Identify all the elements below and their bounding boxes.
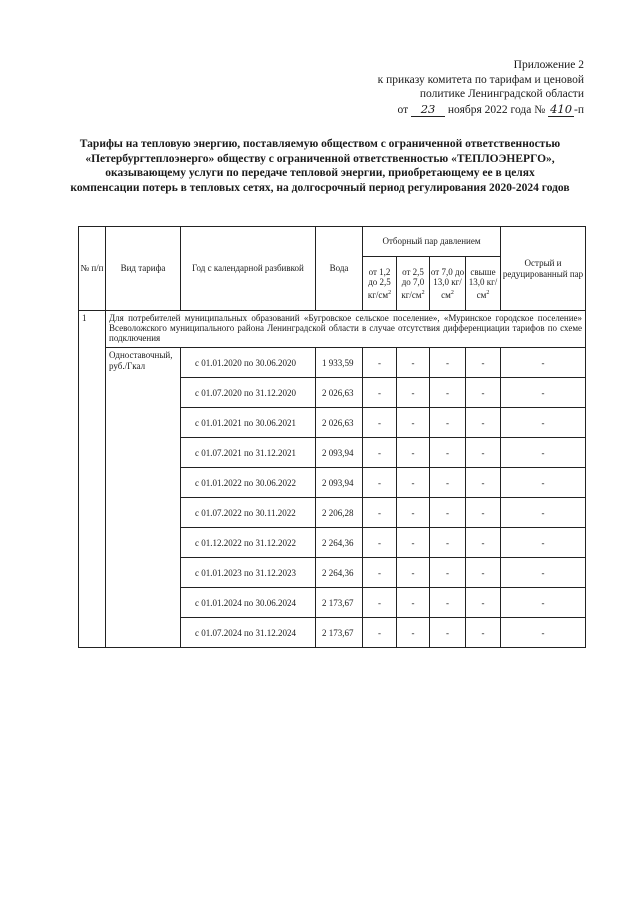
water-tariff-cell: 2 264,36 [316,528,363,558]
empty-value-cell: - [430,408,466,438]
empty-value-cell: - [430,498,466,528]
empty-value-cell: - [363,468,397,498]
appendix-line-2: к приказу комитета по тарифам и ценовой [377,73,584,86]
document-title: Тарифы на тепловую энергию, поставляемую обществом с ограниченной ответственностью «Петербургтеплоэнерго» обществу с ограниченной ответственностью «ТЕПЛОЭНЕРГО», оказывающему услуги по передаче тепловой энергии, приобретающему ее в целях компенсации потерь в тепловых сетях, на долгосрочный период регулирования 2020-2024 годов [70,138,570,194]
empty-value-cell: - [501,558,586,588]
empty-value-cell: - [501,618,586,648]
period-cell: с 01.07.2021 по 31.12.2021 [181,438,316,468]
period-cell: с 01.01.2024 по 30.06.2024 [181,588,316,618]
header-steam-3: от 7,0 до 13,0 $кг/см^2$ [430,257,466,311]
empty-value-cell: - [363,348,397,378]
period-cell: с 01.01.2021 по 30.06.2021 [181,408,316,438]
empty-value-cell: - [363,588,397,618]
order-day: 23 [411,102,445,118]
empty-value-cell: - [466,378,501,408]
appendix-line-1: Приложение 2 [513,59,584,71]
empty-value-cell: - [430,618,466,648]
header-steam-2: от 2,5 до 7,0 $кг/см^2$ [397,257,430,311]
order-number: 410 [550,101,573,116]
water-tariff-cell: 2 173,67 [316,618,363,648]
empty-value-cell: - [397,468,430,498]
period-cell: с 01.01.2023 по 31.12.2023 [181,558,316,588]
header-tariff-type: Вид тарифа [106,227,181,311]
empty-value-cell: - [363,408,397,438]
empty-value-cell: - [466,498,501,528]
empty-value-cell: - [501,438,586,468]
water-tariff-cell: 2 206,28 [316,498,363,528]
empty-value-cell: - [501,588,586,618]
period-cell: с 01.12.2022 по 31.12.2022 [181,528,316,558]
empty-value-cell: - [363,498,397,528]
empty-value-cell: - [363,438,397,468]
tariff-type-cell: Одноставочный, руб./Гкал [106,348,181,648]
empty-value-cell: - [430,348,466,378]
empty-value-cell: - [363,618,397,648]
water-tariff-cell: 2 093,94 [316,438,363,468]
order-month-year: ноября 2022 года № [447,103,546,116]
water-tariff-cell: 2 026,63 [316,378,363,408]
header-steam-group: Отборный пар давлением [363,227,501,257]
group-description: Для потребителей муниципальных образований «Бугровское сельское поселение», «Муринское городское поселение» Всеволожского муниципального района Ленинградской области в случае отсутствия дифференциации тарифов по схеме подключения [106,311,586,348]
period-cell: с 01.07.2020 по 31.12.2020 [181,378,316,408]
empty-value-cell: - [466,588,501,618]
empty-value-cell: - [466,528,501,558]
empty-value-cell: - [466,438,501,468]
empty-value-cell: - [430,438,466,468]
empty-value-cell: - [501,408,586,438]
period-cell: с 01.07.2024 по 31.12.2024 [181,618,316,648]
empty-value-cell: - [397,408,430,438]
empty-value-cell: - [501,468,586,498]
empty-value-cell: - [501,348,586,378]
header-steam-1: от 1,2 до 2,5 $кг/см^2$ [363,257,397,311]
empty-value-cell: - [466,558,501,588]
empty-value-cell: - [501,498,586,528]
group-num: 1 [79,311,106,648]
empty-value-cell: - [430,468,466,498]
empty-value-cell: - [397,588,430,618]
header-year: Год с календарной разбивкой [181,227,316,311]
empty-value-cell: - [397,498,430,528]
period-cell: с 01.01.2022 по 30.06.2022 [181,468,316,498]
empty-value-cell: - [466,468,501,498]
empty-value-cell: - [363,528,397,558]
empty-value-cell: - [501,528,586,558]
header-sharp-steam: Острый и редуцированный пар [501,227,586,311]
table-row [79,348,586,378]
empty-value-cell: - [363,558,397,588]
header-water: Вода [316,227,363,311]
appendix-header [284,58,584,117]
period-cell: с 01.07.2022 по 30.11.2022 [181,498,316,528]
tariff-table [78,226,586,648]
empty-value-cell: - [466,618,501,648]
empty-value-cell: - [430,528,466,558]
order-from: от [397,103,409,116]
empty-value-cell: - [397,528,430,558]
empty-value-cell: - [430,558,466,588]
water-tariff-cell: 2 173,67 [316,588,363,618]
empty-value-cell: - [466,408,501,438]
empty-value-cell: - [397,438,430,468]
water-tariff-cell: 1 933,59 [316,348,363,378]
appendix-line-3: политике Ленинградской области [419,88,584,100]
period-cell: с 01.01.2020 по 30.06.2020 [181,348,316,378]
empty-value-cell: - [430,378,466,408]
water-tariff-cell: 2 264,36 [316,558,363,588]
empty-value-cell: - [397,618,430,648]
order-date-line [284,102,584,118]
water-tariff-cell: 2 093,94 [316,468,363,498]
empty-value-cell: - [397,348,430,378]
order-suffix: -п [574,103,584,116]
empty-value-cell: - [397,558,430,588]
empty-value-cell: - [466,348,501,378]
empty-value-cell: - [430,588,466,618]
empty-value-cell: - [363,378,397,408]
water-tariff-cell: 2 026,63 [316,408,363,438]
empty-value-cell: - [397,378,430,408]
header-steam-4: свыше 13,0 $кг/см^2$ [466,257,501,311]
empty-value-cell: - [501,378,586,408]
header-num: № п/п [79,227,106,311]
